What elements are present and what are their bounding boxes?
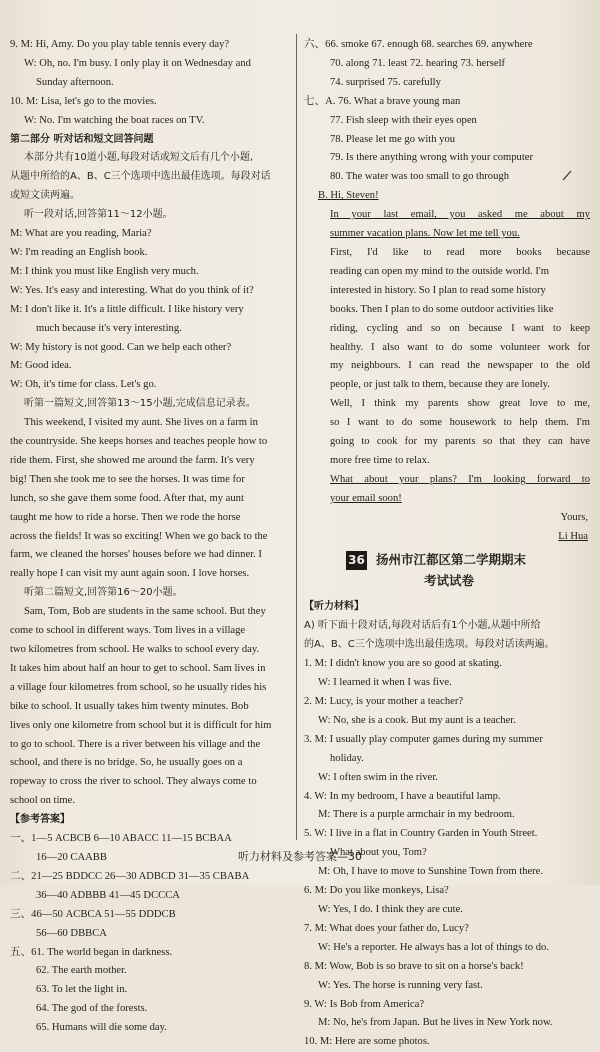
text-line: W: Yes. It's easy and interesting. What do you think of it? (10, 284, 254, 296)
text-line: 或短文读两遍。 (10, 190, 80, 202)
text-line: W: Yes. The horse is running very fast. (318, 979, 483, 991)
text-line: 62. The earth mother. (36, 965, 127, 977)
text-line: W: Oh, no. I'm busy. I only play it on Wednesday and (24, 57, 251, 69)
text-line: healthy. I also want to do some volunteer work for (330, 341, 590, 353)
left-column (10, 36, 293, 1038)
column-divider (296, 34, 297, 840)
text-line: 8. M: Wow, Bob is so brave to sit on a horse's back! (304, 960, 524, 972)
text-line: M: No, he's from Japan. But he lives in New York now. (318, 1017, 553, 1029)
text-line: It takes him about half an hour to get to school. Sam lives in (10, 662, 266, 674)
text-line: In your last email, you asked me about my (330, 209, 590, 221)
text-line: riding, cycling and so on because I want to keep (330, 322, 590, 334)
text-line: 9. M: Hi, Amy. Do you play table tennis every day? (10, 39, 230, 50)
text-line: interested in history. So I plan to read some history (330, 284, 546, 296)
text-line: This weekend, I visited my aunt. She lives on a farm in (24, 417, 258, 429)
text-line: 10. M: Here are some photos. (304, 1036, 430, 1048)
text-line: W: Oh, it's time for class. Let's go. (10, 379, 157, 391)
text-line: 1. M: I didn't know you are so good at skating. (304, 658, 502, 670)
text-line: 五、61. The world began in darkness. (10, 946, 173, 958)
text-line: M: Good idea. (10, 360, 72, 372)
text-line: ropeway to cross the river to school. They always come to (10, 776, 257, 788)
text-line: B. Hi, Steven! (318, 190, 379, 202)
text-line: Sam, Tom, Bob are students in the same school. But they (24, 606, 266, 618)
text-line: 听一段对话,回答第11～12小题。 (24, 209, 173, 221)
text-line: come to school in different ways. Tom lives in a village (10, 625, 246, 637)
text-line: A) 听下面十段对话,每段对话后有1个小题,从题中所给 (304, 620, 541, 632)
text-line: to go to school. There is a river between his village and the (10, 738, 261, 750)
text-line: W: My history is not good. Can we help each other? (10, 341, 232, 353)
text-line: 78. Please let me go with you (330, 133, 456, 145)
text-line: Yours, (560, 511, 588, 523)
text-line: 79. Is there anything wrong with your computer (330, 152, 534, 164)
text-line: 7. M: What does your father do, Lucy? (304, 922, 469, 934)
text-line: 【听力材料】 (304, 601, 364, 613)
text-line: much because it's very interesting. (36, 322, 182, 334)
text-line: 64. The god of the forests. (36, 1003, 148, 1015)
text-line: people, or just talk to them, because they are lonely. (330, 379, 550, 391)
text-line: 77. Fish sleep with their eyes open (330, 114, 477, 126)
text-line: 36—40 ADBBB 41—45 DCCCA (36, 889, 180, 901)
text-line: more free time to relax. (330, 454, 430, 466)
text-line: 2. M: Lucy, is your mother a teacher? (304, 696, 464, 707)
text-line: M: Oh, I have to move to Sunshine Town from there. (318, 866, 544, 878)
text-line: 听第二篇短文,回答第16～20小题。 (24, 587, 183, 599)
exam-header (304, 550, 590, 594)
exam-number-badge: 36 (346, 551, 367, 570)
page-footer: 听力材料及参考答案—30 (238, 850, 362, 863)
text-line: 【参考答案】 (10, 814, 70, 826)
text-line: books. Then I plan to do some outdoor activities like (330, 303, 554, 315)
text-line: lunch, so she gave them some food. After that, my aunt (10, 492, 244, 504)
text-line: lives only one kilometre from school but it is difficult for him (10, 719, 272, 731)
text-line: 3. M: I usually play computer games during my summer (304, 733, 543, 745)
text-line: 本部分共有10道小题,每段对话或短文后有几个小题, (24, 152, 254, 164)
text-line: M: What are you reading, Maria? (10, 228, 152, 240)
text-line: 65. Humans will die some day. (36, 1022, 167, 1034)
text-line: 80. The water was too small to go through (330, 171, 509, 183)
text-line: across the fields! It was so exciting! When we go back to the (10, 530, 268, 542)
text-line: a village four kilometres from school, so he usually rides his (10, 681, 267, 693)
text-line: M: There is a purple armchair in my bedroom. (318, 809, 515, 821)
text-line: W: I'm reading an English book. (10, 246, 148, 258)
text-line: M: I think you must like English very much. (10, 265, 199, 277)
text-line: ride them. First, she showed me around the farm. It's very (10, 454, 255, 466)
text-line: Sunday afternoon. (36, 76, 114, 88)
text-line: 10. M: Lisa, let's go to the movies. (10, 95, 157, 107)
exam-title-line1: 扬州市江都区第二学期期末 (376, 552, 527, 568)
text-line: school on time. (10, 795, 76, 807)
text-line: Li Hua (558, 530, 588, 542)
text-line: 一、1—5 ACBCB 6—10 ABACC 11—15 BCBAA (10, 833, 232, 845)
text-line: summer vacation plans. Now let me tell you. (330, 228, 520, 240)
text-line: 七、A. 76. What a brave young man (304, 95, 461, 107)
text-line: big! Then she took me to see the horses. It was time for (10, 473, 245, 485)
text-line: What about your plans? I'm looking forward to (330, 473, 590, 485)
text-line: taught me how to ride a horse. Then we rode the horse (10, 511, 241, 523)
text-line: M: I don't like it. It's a little difficult. I like history very (10, 303, 244, 315)
text-line: the countryside. She keeps horses and teaches people how to (10, 436, 268, 448)
exam-title-line2: 考试试卷 (424, 573, 475, 589)
text-line: 9. W: Is Bob from America? (304, 998, 425, 1010)
text-line: my neighbours. I can read the newspaper to the old (330, 360, 590, 372)
text-line: W: No, she is a cook. But my aunt is a teacher. (318, 714, 516, 726)
text-line: 听第一篇短文,回答第13～15小题,完成信息记录表。 (24, 398, 256, 410)
text-line: 6. M: Do you like monkeys, Lisa? (304, 885, 449, 897)
text-line: W: Yes, I do. I think they are cute. (318, 903, 463, 915)
text-line: What about you, Tom? (330, 847, 427, 859)
text-line: 4. W: In my bedroom, I have a beautiful lamp. (304, 790, 501, 802)
text-line: 70. along 71. least 72. hearing 73. herself (330, 57, 506, 69)
answer-section-top (304, 36, 590, 546)
text-line: 5. W: I live in a flat in Country Garden in Youth Street. (304, 828, 538, 840)
text-line: holiday. (330, 752, 364, 764)
text-line: 56—60 DBBCA (36, 927, 107, 939)
text-line: 六、66. smoke 67. enough 68. searches 69. anywhere (304, 39, 533, 50)
text-line: W: No. I'm watching the boat races on TV. (24, 114, 205, 126)
text-line: 63. To let the light in. (36, 984, 128, 996)
text-line: going to cook for my parents so that they can have (330, 436, 590, 448)
text-line: your email soon! (330, 492, 402, 504)
text-line: 第二部分 听对话和短文回答问题 (10, 133, 154, 145)
text-line: 从题中所给的A、B、C三个选项中选出最佳选项。每段对话 (10, 171, 271, 183)
text-line: 的A、B、C三个选项中选出最佳选项。每段对话读两遍。 (304, 639, 555, 651)
right-column (304, 36, 590, 1052)
text-line: so I want to do some housework to help them. I'm (330, 417, 590, 429)
text-line: really hope I can visit my aunt again soon. I love horses. (10, 568, 250, 580)
text-line: 74. surprised 75. carefully (330, 76, 441, 88)
text-line: 三、46—50 ACBCA 51—55 DDDCB (10, 908, 176, 920)
text-line: school, and there is no bridge. So, he usually goes on a (10, 757, 243, 769)
text-line: 二、21—25 BDDCC 26—30 ADBCD 31—35 CBABA (10, 870, 250, 882)
text-line: W: I learned it when I was five. (318, 677, 452, 689)
text-line: Well, I think my parents show great love to me, (330, 398, 590, 410)
text-line: bike to school. It usually takes him twenty minutes. Bob (10, 700, 249, 712)
text-line: 16—20 CAABB (36, 851, 107, 863)
pen-mark-icon (561, 169, 573, 181)
text-line: reading can open my mind to the outside world. I'm (330, 265, 550, 277)
text-line: W: He's a reporter. He always has a lot of things to do. (318, 941, 549, 953)
text-line: two kilometres from school. He walks to school every day. (10, 644, 260, 655)
listening-material (304, 598, 590, 1052)
text-line: First, I'd like to read more books because (330, 246, 590, 258)
text-line: farm, we cleaned the horses' houses before we had dinner. I (10, 549, 262, 561)
text-line: W: I often swim in the river. (318, 771, 438, 783)
